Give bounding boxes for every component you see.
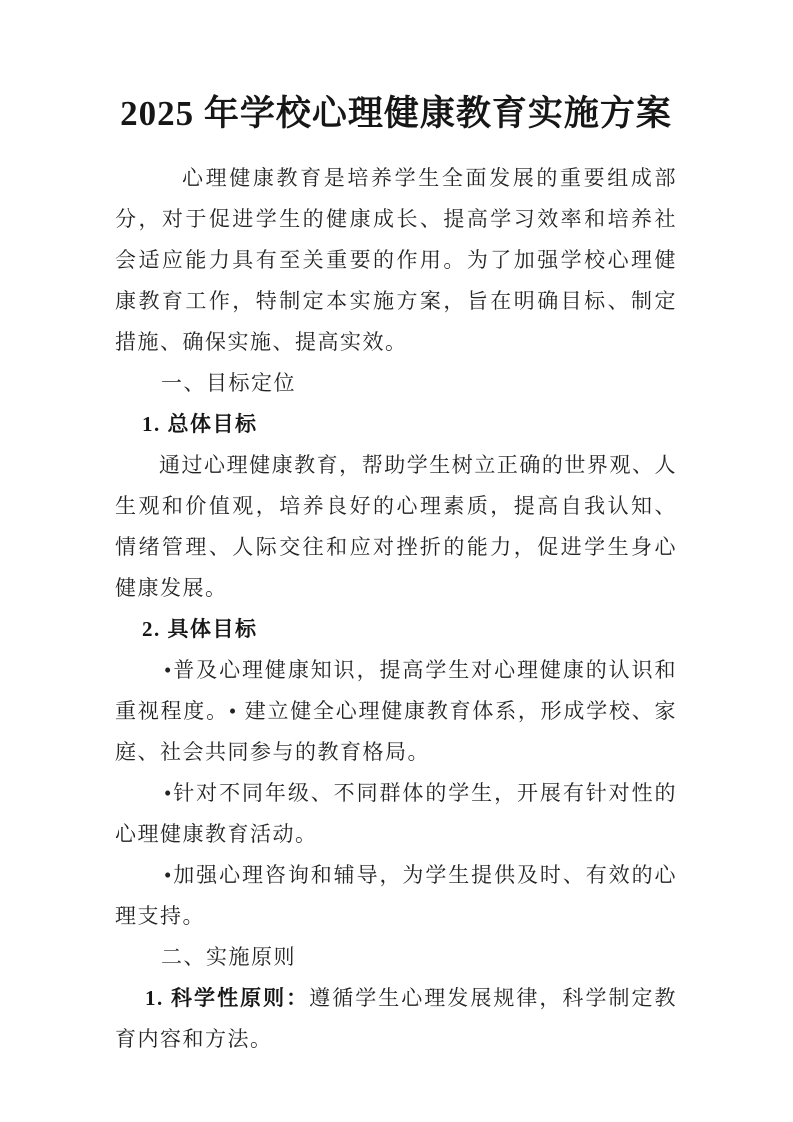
bullet-item-targeted-activities: •针对不同年级、不同群体的学生，开展有针对性的心理健康教育活动。 bbox=[115, 781, 677, 846]
specific-goal-heading: 2. 具体目标 bbox=[142, 617, 258, 641]
principle-text: 遵循学生心理发展规律，科学制定教育内容和方法。 bbox=[115, 986, 678, 1051]
section1-heading: 一、目标定位 bbox=[161, 371, 296, 395]
overall-goal-paragraph: 通过心理健康教育，帮助学生树立正确的世界观、人生观和价值观，培养良好的心理素质，提高自我认知、情绪管理、人际交往和应对挫折的能力，促进学生身心健康发展。 bbox=[115, 453, 677, 600]
document-body bbox=[115, 158, 677, 1060]
principle-paragraph bbox=[115, 978, 677, 1060]
document-content bbox=[0, 92, 793, 1060]
intro-paragraph: 心理健康教育是培养学生全面发展的重要组成部分，对于促进学生的健康成长、提高学习效率和培养社会适应能力具有至关重要的作用。为了加强学校心理健康教育工作，特制定本实施方案，旨在明确目标、制定措施、确保实施、提高实效。 bbox=[115, 166, 677, 354]
bullet-item-counseling: •加强心理咨询和辅导，为学生提供及时、有效的心理支持。 bbox=[115, 863, 677, 928]
overall-goal-heading: 1. 总体目标 bbox=[142, 412, 258, 436]
document-title: 2025 年学校心理健康教育实施方案 bbox=[120, 94, 672, 133]
principle-label: 1. 科学性原则： bbox=[145, 986, 310, 1010]
bullet-item-knowledge: •普及心理健康知识，提高学生对心理健康的认识和重视程度。• 建立健全心理健康教育体系，形成学校、家庭、社会共同参与的教育格局。 bbox=[115, 658, 677, 764]
section2-heading: 二、实施原则 bbox=[161, 945, 296, 969]
